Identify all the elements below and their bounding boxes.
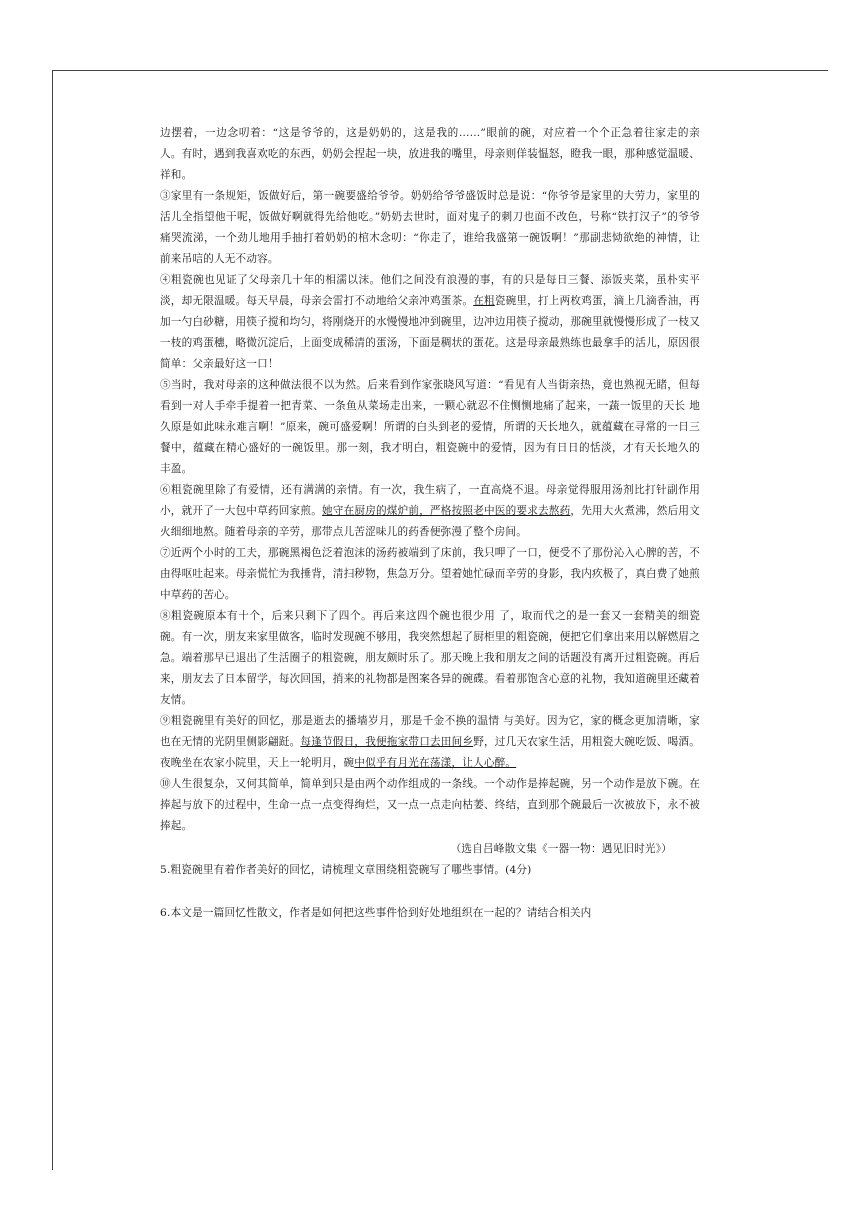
- paragraph-p7: [160, 543, 700, 606]
- underlined-sentence: 中似乎有月光在荡漾，让人心醉。: [354, 757, 517, 769]
- paragraph-p3: [160, 186, 700, 270]
- underlined-sentence: 她守在厨房的煤炉前，严格按照老中医的要求去熬药: [322, 505, 571, 517]
- text-segment: 野，过几天农家生活，用粗瓷大碗吃饭、喝酒。夜晚坐在农家小院里，天上一轮明月，碗: [160, 736, 700, 769]
- text-segment: ⑨粗瓷碗里有美好的回忆，那是逝去的播墙岁月，那是千金不换的温情 与美好。因为它，家的概念更加清晰，家也在无情的光阴里侧影翩跹。: [160, 715, 700, 748]
- paragraph-p0: [160, 123, 700, 186]
- paragraph-p5: [160, 375, 700, 480]
- text-segment: ④粗瓷碗也见证了父母亲几十年的相濡以沫。他们之间没有浪漫的事，有的只是每日三餐、添饭夹菜，虽朴实平淡，却无限温暖。每天早晨，母亲会雷打不动地给父亲冲鸡蛋茶。: [160, 274, 700, 307]
- page-frame-left: [52, 70, 53, 1170]
- question-6: 6.本文是一篇回忆性散文，作者是如何把这些事件恰到好处地组织在一起的？请结合相关内: [160, 907, 592, 919]
- underlined-sentence: 在粗: [473, 295, 495, 307]
- paragraph-p9: [160, 711, 700, 774]
- text-segment: ⑩人生很复杂，又何其简单，简单到只是由两个动作组成的一条线。一个动作是捧起碗，另一个动作是放下碗。在捧起与放下的过程中，生命一点一点变得绚烂，又一点一点走向枯萎、终结，直到那个碗最后一次被放下，永不被捧起。: [160, 778, 700, 832]
- paragraph-p6: [160, 480, 700, 543]
- paragraph-p8: [160, 606, 700, 711]
- source-citation: （选自吕峰散文集《一器一物：遇见旧时光》）: [450, 843, 672, 855]
- text-segment: 瓷碗里，打上两枚鸡蛋，滴上几滴香油，再加一勺白砂糖，用筷子搅和均匀，将刚烧开的水慢慢地冲到碗里，边冲边用筷子搅动，那碗里就慢慢形成了一枝又一枝的鸡蛋穗，略微沉淀后，上面变成稀清的蛋汤，下面是稠状的蛋花。这是母亲最熟练也最拿手的活儿，原因很简单：父亲最好这一口！: [160, 295, 700, 370]
- text-segment: ⑧粗瓷碗原本有十个，后来只剩下了四个。再后来这四个碗也很少用 了，取而代之的是一套又一套精美的细瓷碗。有一次，朋友来家里做客，临时发现碗不够用，我突然想起了厨柜里的粗瓷碗，便把它们拿出来用以解燃眉之急。端着那早已退出了生活圈子的粗瓷碗，朋友颇时乐了。那天晚上我和朋友之间的话题没有离开过粗瓷碗。再后来，朋友去了日本留学，每次回国，捎来的礼物都是图案各异的碗碟。看着那饱含心意的礼物，我知道碗里还藏着友情。: [160, 610, 700, 706]
- article-body: [160, 123, 700, 837]
- text-segment: ⑤当时，我对母亲的这种做法很不以为然。后来看到作家张晓风写道：“看见有人当街亲热，竟也熟视无睹，但每看到一对人手牵手提着一把青菜、一条鱼从菜场走出来，一颗心就忍不住恻恻地痛了起来，一蔬一饭里的天长 地久原是如此味永难言啊！”原来，碗可盛爱啊！所谓的白头到老的爱情，所谓的天长地久，就蕴藏在寻常的一日三餐中，蕴藏在精心盛好的一碗饭里。那一刻，我才明白，粗瓷碗中的爱情，因为有日日的恬淡，才有天长地久的 丰盈。: [160, 379, 700, 475]
- paragraph-p4: [160, 270, 700, 375]
- text-segment: ⑦近两个小时的工夫，那碗黑褐色泛着泡沫的汤药被端到了床前，我只呷了一口，便受不了那份沁入心脾的苦，不由得呕吐起来。母亲慌忙为我捶背，清扫秽物，焦急万分。望着她忙碌而辛劳的身影，我内疚极了，真白费了她煎中草药的苦心。: [160, 547, 700, 601]
- page-frame-top: [52, 70, 828, 71]
- text-segment: ⑥粗瓷碗里除了有爱情，还有满满的亲情。有一次，我生病了，一直高烧不退。母亲觉得服用汤剂比打针副作用小，就开了一大包中草药回家煎。: [160, 484, 700, 517]
- text-segment: ③家里有一条规矩，饭做好后，第一碗要盛给爷爷。奶奶给爷爷盛饭时总是说：“你爷爷是家里的大劳力，家里的活儿全指望他干呢，饭做好啊就得先给他吃。”奶奶去世时，面对鬼子的刺刀也面不改色，号称“铁打汉子”的爷爷痛哭流涕，一个劲儿地用手抽打着奶奶的棺木念叨：“你走了，谁给我盛第一碗饭啊！”那副悲恸欲绝的神情，让前来吊唁的人无不动容。: [160, 190, 700, 265]
- text-segment: 边摆着，一边念叨着：“这是爷爷的，这是奶奶的，这是我的……”眼前的碗，对应着一个个正急着往家走的亲人。有时，遇到我喜欢吃的东西，奶奶会捏起一块，放进我的嘴里，母亲则佯装愠怒，瞪我一眼，那种感觉温暖、祥和。: [160, 127, 700, 181]
- article-content: [160, 123, 700, 924]
- underlined-sentence: 每逢节假日，我便拖家带口去田间乡: [300, 736, 474, 748]
- paragraph-p10: [160, 774, 700, 837]
- question-5: 5.粗瓷碗里有着作者美好的回忆，请梳理文章围绕粗瓷碗写了哪些事情。(4分): [160, 864, 532, 876]
- text-segment: ，先用大火煮沸，然后用文火细细地熬。随着母亲的辛劳，那带点儿苦涩味儿的药香便弥漫了整个房间。: [160, 505, 700, 538]
